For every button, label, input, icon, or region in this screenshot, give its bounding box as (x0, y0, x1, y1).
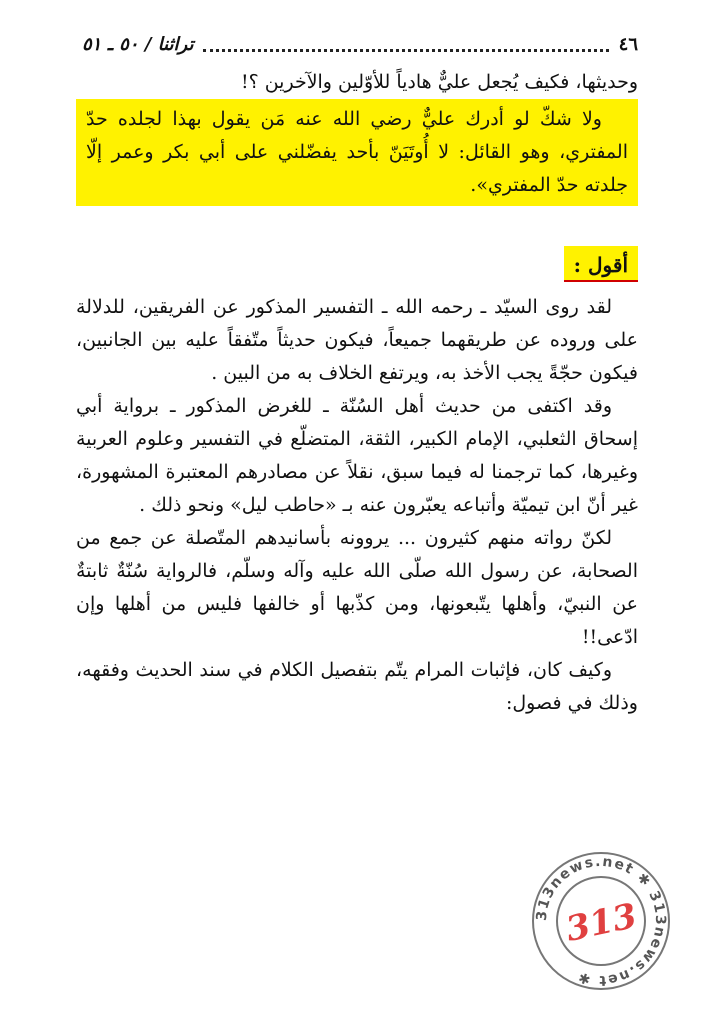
section-heading-wrap (76, 246, 638, 283)
paragraph: وقد اكتفى من حديث أهل السُنّة ـ للغرض المذكور ـ برواية أبي إسحاق الثعلبي، الإمام الكبير، الثقة، المتضلّع في التفسير وعلوم العربية وغيرها، كما ترجمنا له فيما سبق، نقلاً عن مصادرهم المعتبرة المشهورة، غير أنّ ابن تيميّة وأتباعه يعبّرون عنه بـ «حاطب ليل» ونحو ذلك . (76, 395, 638, 516)
svg-text:313: 313 (562, 896, 641, 950)
page-body (76, 66, 638, 720)
page-header (82, 30, 638, 58)
highlighted-quote: ولا شكّ لو أدرك عليٌّ رضي الله عنه مَن يقول بهذا لجلده حدّ المفتري، وهو القائل: لا أُوتَيَنّ بأحد يفضّلني على أبي بكر وعمر إلّا جلدته حدّ المفتري». (76, 99, 638, 206)
paragraph: لكنّ رواته منهم كثيرون ... يروونه بأسانيدهم المتّصلة عن جمع من الصحابة، عن رسول الله صلّى الله عليه وآله وسلّم، فالرواية سُنّةٌ ثابتةٌ عن النبيّ، وأهلها يتّبعونها، ومن كذّبها أو خالفها فليس من أهلها وإن ادّعى!! (76, 527, 638, 648)
header-dotted-leader (203, 37, 608, 52)
svg-text:313news.net ✱ 313news.net ✱: 313news.net ✱ 313news.net ✱ (533, 853, 669, 989)
paragraph-continuation: وحديثها، فكيف يُجعل عليٌّ هادياً للأوّلين والآخرين ؟! (240, 71, 638, 93)
page-number: ٤٦ (618, 33, 638, 55)
watermark-logo (526, 846, 676, 996)
section-heading: أقول : (564, 246, 638, 282)
watermark-stamp (526, 846, 676, 996)
paragraph: لقد روى السيّد ـ رحمه الله ـ التفسير المذكور عن الفريقين، للدلالة على وروده عن طريقهما جميعاً، فيكون حديثاً متّفقاً عليه بين الجانبين، فيكون حجّةً يجب الأخذ به، ويرتفع الخلاف به من البين . (76, 296, 638, 384)
paragraph: وكيف كان، فإثبات المرام يتّم بتفصيل الكلام في سند الحديث وفقهه، وذلك في فصول: (76, 659, 638, 714)
journal-title: تراثنا / ٥٠ ـ ٥١ (82, 33, 194, 55)
